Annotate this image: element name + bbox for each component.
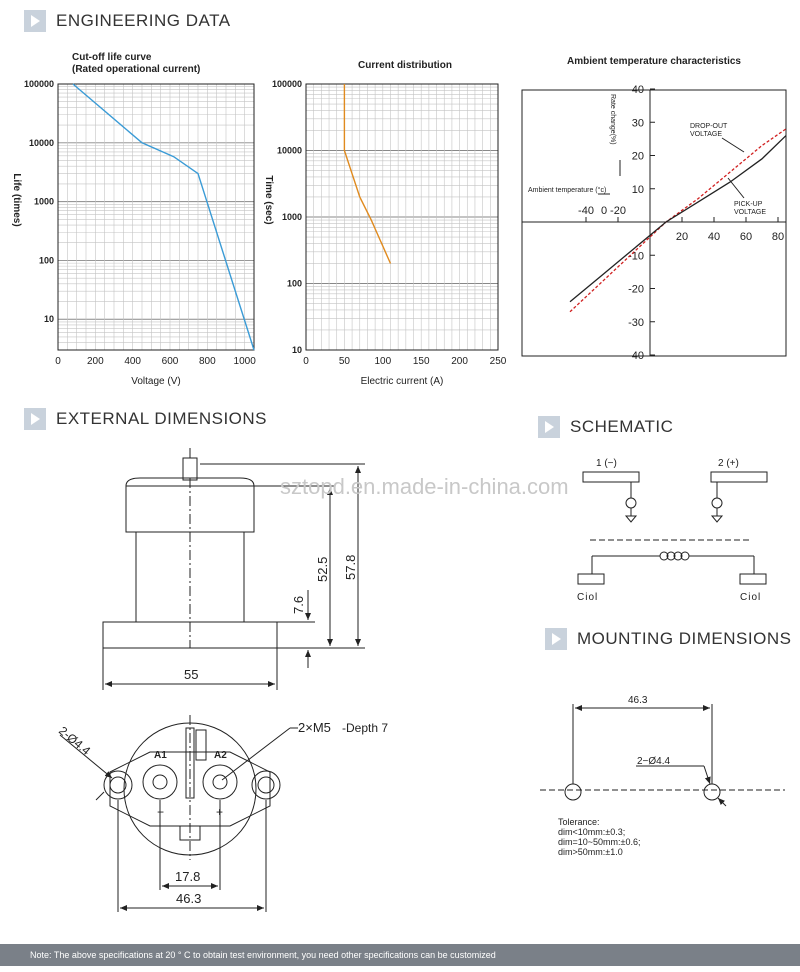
y-tick-label: -30 (628, 316, 644, 329)
legend-label: PICK-UP (734, 201, 763, 208)
mounting-drawing (540, 704, 785, 806)
y-tick-label: 10 (631, 183, 644, 196)
x-tick-label: 200 (86, 356, 104, 367)
x-tick-label: 50 (338, 356, 350, 367)
x-tick-label: 400 (124, 356, 142, 367)
a1-label: A1 (154, 750, 167, 761)
dim-17-8: 17.8 (175, 869, 201, 884)
section-title: MOUNTING DIMENSIONS (577, 629, 792, 648)
series-line (570, 129, 786, 312)
section-header-external (24, 408, 267, 430)
minus-sign: − (157, 805, 165, 819)
y-tick-label: -40 (628, 350, 644, 362)
mount-hole: 2−Ø4.4 (637, 756, 671, 767)
legend-label: DROP-OUT (690, 123, 728, 130)
x-axis-label: Ambient temperature (°c) (528, 187, 607, 194)
arrow-icon (538, 416, 560, 438)
x-axis-label: Electric current (A) (360, 376, 444, 387)
tolerance-2: dim=10~50mm:±0.6; (558, 837, 641, 847)
engineering-charts (0, 0, 800, 400)
mount-dim: 46.3 (628, 695, 648, 706)
dim-52-5: 52.5 (315, 556, 330, 582)
x-tick-label: 150 (412, 356, 430, 367)
top-view-drawing (60, 715, 298, 912)
x-tick-label: 20 (675, 231, 689, 243)
y-tick-label: 100000 (271, 79, 302, 89)
coil-right-label: Ciol (740, 592, 762, 603)
tolerance-1: dim<10mm:±0.3; (558, 827, 626, 837)
dim-57-8: 57.8 (343, 554, 358, 580)
section-title: SCHEMATIC (570, 417, 674, 436)
x-tick-label: 200 (451, 356, 468, 367)
x-tick-label: 1000 (233, 356, 256, 367)
dim-46-3: 46.3 (176, 891, 202, 906)
schematic-drawing (578, 472, 767, 584)
x-tick-label: 0 (303, 356, 309, 367)
section-header-schematic (538, 416, 673, 438)
y-tick-label: -20 (628, 283, 644, 296)
x-zero-label: 0 (600, 205, 608, 217)
legend-pointer (728, 178, 744, 198)
plus-sign: + (216, 805, 224, 819)
y-tick-label: 100 (38, 255, 54, 266)
series-line (73, 84, 254, 350)
legend-label: VOLTAGE (690, 131, 723, 138)
x-tick-label: 250 (489, 356, 507, 367)
y-tick-label: -10 (628, 250, 644, 263)
x-tick-label: 800 (198, 356, 216, 367)
section-title: EXTERNAL DIMENSIONS (56, 409, 268, 428)
y-axis-label: Life (times) (11, 173, 22, 227)
dim-7-6: 7.6 (291, 595, 306, 614)
y-tick-label: 10000 (276, 145, 302, 156)
x-tick-label: 40 (707, 231, 721, 243)
footer-note: Note: The above specifications at 20 ° C to obtain test environment, you need other specifications can be customized (0, 944, 800, 966)
arrow-icon (24, 408, 46, 430)
watermark: sztopd.en.made-in-china.com (280, 474, 569, 499)
y-axis-label: Time (sec) (263, 175, 274, 225)
legend-label: VOLTAGE (734, 209, 767, 216)
legend-pointer (722, 138, 744, 152)
series-line (570, 136, 786, 302)
x-tick-label: 80 (771, 231, 785, 243)
y-tick-label: 20 (631, 150, 644, 163)
y-tick-label: 10 (43, 314, 54, 325)
plot-frame (58, 84, 254, 350)
depth-label: -Depth 7 (342, 721, 389, 735)
a2-label: A2 (214, 750, 227, 761)
x-tick-label: -40 (578, 205, 594, 217)
section-title: ENGINEERING DATA (56, 11, 231, 30)
chart-title: Current distribution (358, 60, 452, 71)
tolerance-3: dim>50mm:±1.0 (558, 847, 623, 857)
m5-label: 2×M5 (298, 720, 331, 735)
x-tick-label: -20 (610, 205, 626, 217)
section-header-mounting (545, 628, 791, 650)
y-tick-label: 10000 (28, 137, 54, 148)
chart-title: Cut-off life curve (72, 52, 152, 63)
y-tick-label: 1000 (33, 196, 54, 207)
y-tick-label: 100 (286, 278, 302, 289)
hole-label: 2-Ø4.4 (56, 723, 94, 758)
tolerance-title: Tolerance: (558, 817, 600, 827)
y-tick-label: 30 (631, 117, 644, 130)
plot-frame (522, 90, 786, 356)
y-axis-label: Rate change(%) (609, 94, 616, 145)
y-tick-label: 40 (631, 84, 644, 96)
dim-55: 55 (184, 667, 199, 682)
terminal-2-label: 2 (+) (718, 458, 739, 469)
arrow-icon (545, 628, 567, 650)
x-tick-label: 100 (374, 356, 392, 367)
x-tick-label: 0 (55, 356, 61, 367)
chart-title: Ambient temperature characteristics (567, 56, 741, 67)
chart-subtitle: (Rated operational current) (72, 64, 201, 75)
y-tick-label: 100000 (23, 79, 54, 89)
x-tick-label: 60 (739, 231, 753, 243)
terminal-1-label: 1 (−) (596, 458, 617, 469)
x-axis-label: Voltage (V) (131, 376, 181, 387)
y-tick-label: 10 (291, 345, 302, 355)
y-tick-label: 1000 (281, 212, 302, 222)
coil-left-label: Ciol (577, 592, 599, 603)
x-tick-label: 600 (161, 356, 179, 367)
